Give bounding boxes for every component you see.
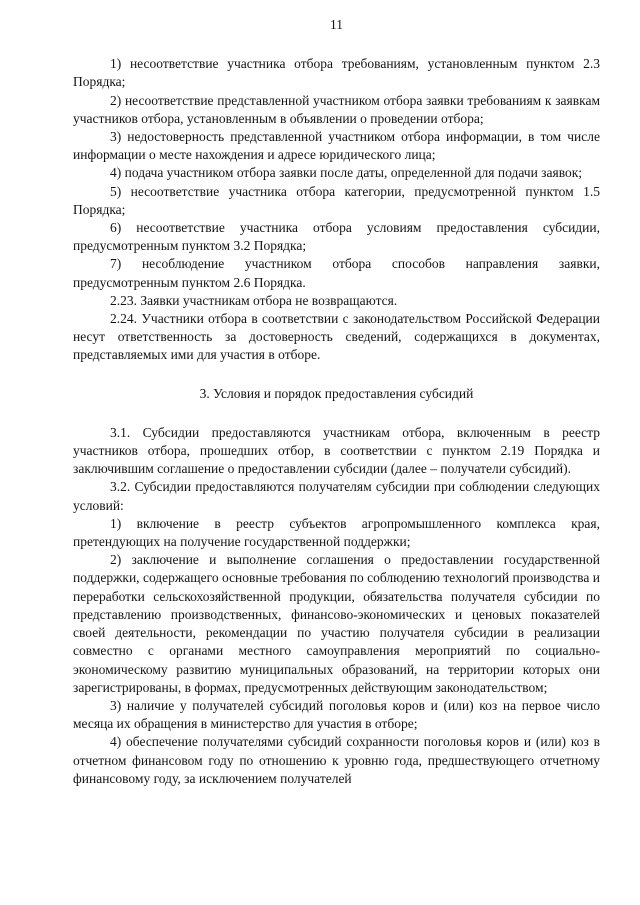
paragraph-item-6: 6) несоответствие участника отбора условиям предоставления субсидии, предусмотренным пунктом 3.2 Порядка; xyxy=(73,220,600,254)
paragraph-item-7: 7) несоблюдение участником отбора способов направления заявки, предусмотренным пунктом 2.6 Порядка. xyxy=(73,256,600,290)
paragraph-item-5: 5) несоответствие участника отбора категории, предусмотренной пунктом 1.5 Порядка; xyxy=(73,183,600,217)
paragraph-3-2: 3.2. Субсидии предоставляются получателям субсидии при соблюдении следующих условий: xyxy=(73,479,600,513)
paragraph-item-3: 3) недостоверность представленной участником отбора информации, в том числе информации о месте нахождения и адресе юридического лица; xyxy=(73,129,600,163)
paragraph-2-24: 2.24. Участники отбора в соответствии с законодательством Российской Федерации несут ответственность за достоверность сведений, содержащихся в документах, представляемых ими для участия в отборе. xyxy=(73,311,600,363)
condition-item-2: 2) заключение и выполнение соглашения о предоставлении государственной поддержки, содержащего основные требования по соблюдению технологий производства и переработки сельскохозяйственной продукции, обязательства получателя субсидии по представлению производственных, финансово-экономических и ценовых показателей своей деятельности, рекомендации по участию получателя субсидии в реализации совместно с органами местного самоуправления мероприятий по социально-экономическому развитию муниципальных образований, на территории которых они зарегистрированы, в формах, предусмотренных действующим законодательством; xyxy=(73,552,600,695)
paragraph-3-1: 3.1. Субсидии предоставляются участникам отбора, включенным в реестр участников отбора, прошедших отбор, в соответствии с пунктом 2.19 Порядка и заключившим соглашение о предоставлении субсидии (далее – получатели субсидий). xyxy=(73,424,600,477)
paragraph-item-1: 1) несоответствие участника отбора требованиям, установленным пунктом 2.3 Порядка; xyxy=(73,56,600,90)
condition-item-4: 4) обеспечение получателями субсидий сохранности поголовья коров и (или) коз в отчетном финансовом году по отношению к уровню года, предшествующего отчетному финансовому году, за исключением получателей xyxy=(73,734,600,786)
paragraph-2-23: 2.23. Заявки участникам отбора не возвращаются. xyxy=(110,292,398,308)
condition-item-3: 3) наличие у получателей субсидий поголовья коров и (или) коз на первое число месяца их обращения в министерство для участия в отборе; xyxy=(73,697,600,732)
section-heading: 3. Условия и порядок предоставления субсидий xyxy=(199,385,474,401)
page-number: 11 xyxy=(330,17,343,32)
condition-item-1: 1) включение в реестр субъектов агропромышленного комплекса края, претендующих на получение государственной поддержки; xyxy=(73,515,600,550)
paragraph-item-2: 2) несоответствие представленной участником отбора заявки требованиям к заявкам участников отбора, установленным в объявлении о проведении отбора; xyxy=(73,92,600,126)
paragraph-item-4: 4) подача участником отбора заявки после даты, определенной для подачи заявок; xyxy=(110,165,583,181)
